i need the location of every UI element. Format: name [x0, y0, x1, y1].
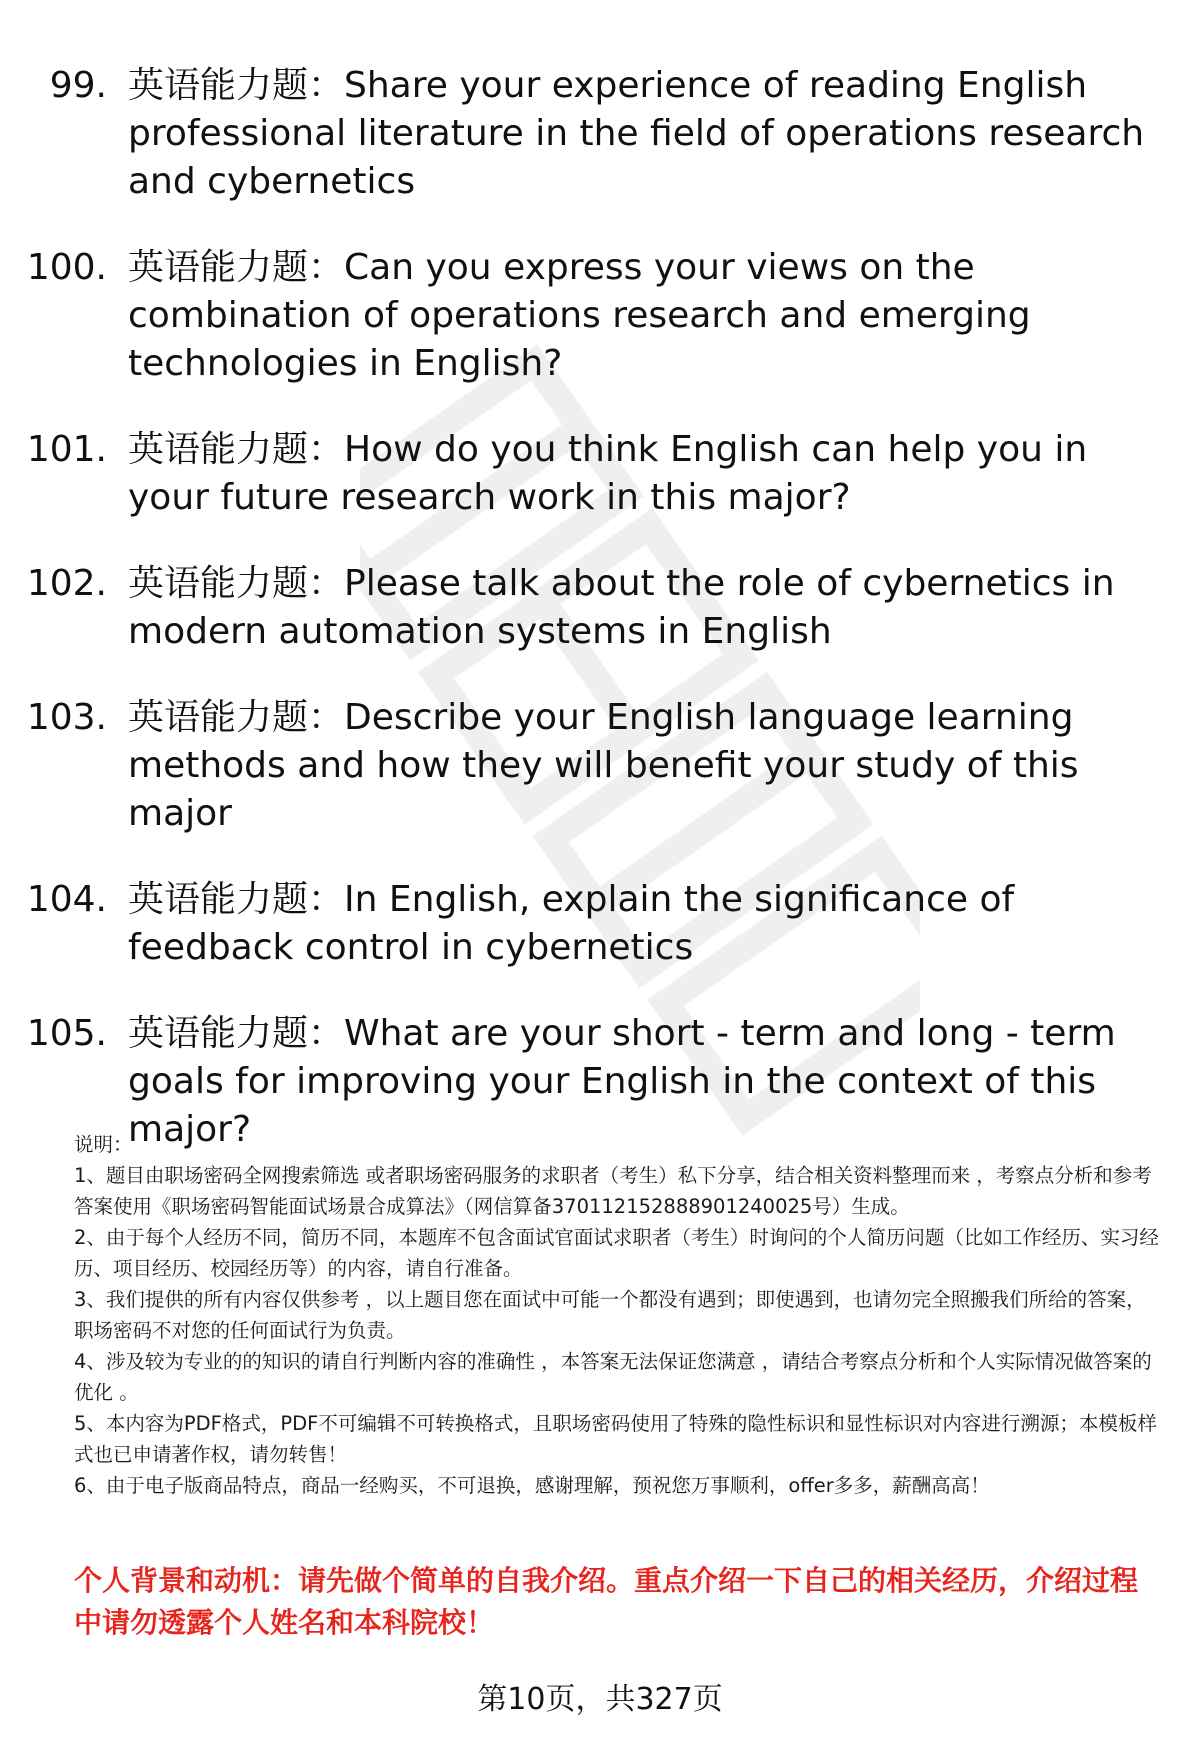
question-text — [128, 694, 1178, 838]
question-body: In English, explain the significance of feedback control in cybernetics — [128, 879, 1015, 968]
question-body: How do you think English can help you in your future research work in this major? — [128, 429, 1088, 518]
question-text — [128, 62, 1178, 206]
question-text — [128, 560, 1178, 656]
question-text — [128, 244, 1178, 388]
question-item — [0, 244, 1200, 388]
question-prefix: 英语能力题： — [128, 563, 345, 604]
question-number: 103. — [26, 697, 107, 738]
question-text — [128, 426, 1178, 522]
question-item — [0, 694, 1200, 838]
question-number: 100. — [26, 247, 107, 288]
question-body: What are your short - term and long - term goals for improving your English in the context of this major? — [128, 1013, 1116, 1150]
page-number: 第10页，共327页 — [477, 1682, 723, 1717]
question-prefix: 英语能力题： — [128, 429, 345, 470]
question-prefix: 英语能力题： — [128, 697, 345, 738]
note-item: 3、我们提供的所有内容仅供参考 ，以上题目您在面试中可能一个都没有遇到；即使遇到，也请勿完全照搬我们所给的答案，职场密码不对您的任何面试行为负责。 — [74, 1288, 1146, 1342]
question-item — [0, 560, 1200, 656]
notes-heading: 说明： — [74, 1133, 133, 1156]
note-item: 6、由于电子版商品特点，商品一经购买，不可退换，感谢理解，预祝您万事顺利，offer多多，薪酬高高！ — [74, 1474, 990, 1497]
question-list — [0, 62, 1200, 1192]
question-item — [0, 876, 1200, 972]
question-number: 105. — [26, 1013, 107, 1054]
question-number: 104. — [26, 879, 107, 920]
question-body: Can you express your views on the combination of operations research and emerging technologies in English? — [128, 247, 1031, 384]
note-item: 4、涉及较为专业的的知识的请自行判断内容的准确性 ，本答案无法保证您满意 ，请结合考察点分析和个人实际情况做答案的优化 。 — [74, 1350, 1152, 1404]
question-item — [0, 426, 1200, 522]
notes-section — [74, 1129, 1164, 1501]
question-body: Please talk about the role of cybernetics in modern automation systems in English — [128, 563, 1115, 652]
question-prefix: 英语能力题： — [128, 247, 345, 288]
question-number: 99. — [49, 65, 107, 106]
highlight-prompt: 个人背景和动机：请先做个简单的自我介绍。重点介绍一下自己的相关经历，介绍过程中请勿透露个人姓名和本科院校！ — [74, 1564, 1139, 1639]
question-number: 101. — [26, 429, 107, 470]
question-body: Describe your English language learning methods and how they will benefit your study of this major — [128, 697, 1079, 834]
question-prefix: 英语能力题： — [128, 65, 345, 106]
note-item: 1、题目由职场密码全网搜索筛选 或者职场密码服务的求职者（考生）私下分享，结合相关资料整理而来 ，考察点分析和参考答案使用《职场密码智能面试场景合成算法》（网信算备370112152888901240025号）生成。 — [74, 1164, 1152, 1218]
question-item — [0, 62, 1200, 206]
question-text — [128, 876, 1178, 972]
note-item: 2、由于每个人经历不同，简历不同，本题库不包含面试官面试求职者（考生）时询问的个人简历问题（比如工作经历、实习经历、项目经历、校园经历等）的内容，请自行准备。 — [74, 1226, 1159, 1280]
question-body: Share your experience of reading English professional literature in the field of operations research and cybernetics — [128, 65, 1145, 202]
question-prefix: 英语能力题： — [128, 1013, 345, 1054]
question-number: 102. — [26, 563, 107, 604]
question-prefix: 英语能力题： — [128, 879, 345, 920]
note-item: 5、本内容为PDF格式，PDF不可编辑不可转换格式，且职场密码使用了特殊的隐性标识和显性标识对内容进行溯源；本模板样式也已申请著作权，请勿转售！ — [74, 1412, 1157, 1466]
